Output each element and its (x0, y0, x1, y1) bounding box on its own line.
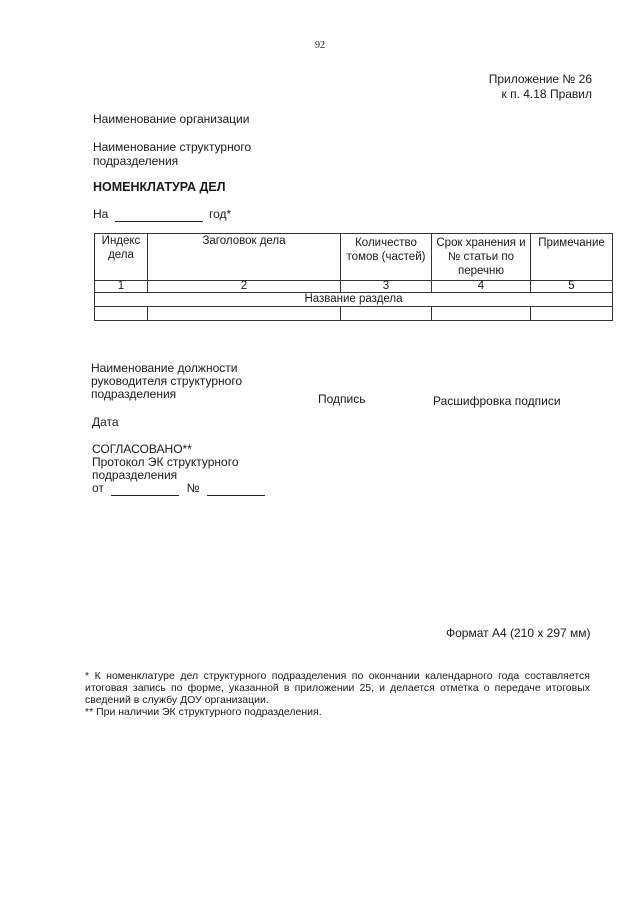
empty-cell (531, 307, 613, 321)
section-row (95, 293, 613, 307)
header-retention: Срок хранения и № статьи по перечню (432, 234, 531, 281)
number-blank (207, 482, 265, 496)
header-index: Индекс дела (95, 234, 148, 281)
column-number: 2 (148, 281, 341, 293)
agreed-label: СОГЛАСОВАНО** (92, 442, 192, 456)
footnote: ** При наличии ЭК структурного подразделения. (85, 706, 322, 718)
page-number: 92 (315, 40, 325, 51)
section-name: Название раздела (95, 293, 613, 307)
header-volumes: Количество томов (частей) (341, 234, 432, 281)
date-label: Дата (92, 415, 119, 429)
year-suffix: год* (209, 207, 232, 221)
appendix-rule-ref: к п. 4.18 Правил (501, 87, 592, 101)
table-header-row (95, 234, 613, 281)
footnotes (85, 670, 590, 718)
year-blank (115, 207, 203, 222)
year-line (93, 207, 231, 222)
empty-cell (95, 307, 148, 321)
footnote: * К номенклатуре дел структурного подразделения по окончании календарного года составляется итоговая запись по форме, указанной в приложении 25, и делается отметка о передаче итоговых сведений в службу ДОУ организации. (85, 670, 590, 706)
header-note: Примечание (531, 234, 613, 281)
nomenclature-table (94, 233, 613, 321)
protocol-line: от № (92, 482, 265, 496)
appendix-title: Приложение № 26 (488, 72, 592, 86)
format-label: Формат А4 (210 х 297 мм) (446, 626, 591, 640)
column-number: 5 (531, 281, 613, 293)
empty-cell (148, 307, 341, 321)
year-prefix: На (93, 207, 109, 221)
position-label: Наименование должности руководителя структурного подразделения (91, 361, 243, 401)
document-title: НОМЕНКЛАТУРА ДЕЛ (93, 180, 226, 194)
appendix-reference (489, 72, 592, 102)
date-blank (111, 482, 179, 496)
header-title: Заголовок дела (148, 234, 341, 281)
column-number: 1 (95, 281, 148, 293)
subdivision-label: Наименование структурного подразделения (93, 140, 252, 168)
signature-decode-label: Расшифровка подписи (433, 394, 561, 408)
column-number: 3 (341, 281, 432, 293)
column-number: 4 (432, 281, 531, 293)
column-numbers-row (95, 281, 613, 293)
agreed-block: СОГЛАСОВАНО** Протокол ЭК структурного подразделения от № (92, 443, 265, 496)
empty-cell (341, 307, 432, 321)
signature-label: Подпись (318, 392, 366, 406)
empty-cell (432, 307, 531, 321)
table-row (95, 307, 613, 321)
organization-label: Наименование организации (93, 112, 250, 126)
